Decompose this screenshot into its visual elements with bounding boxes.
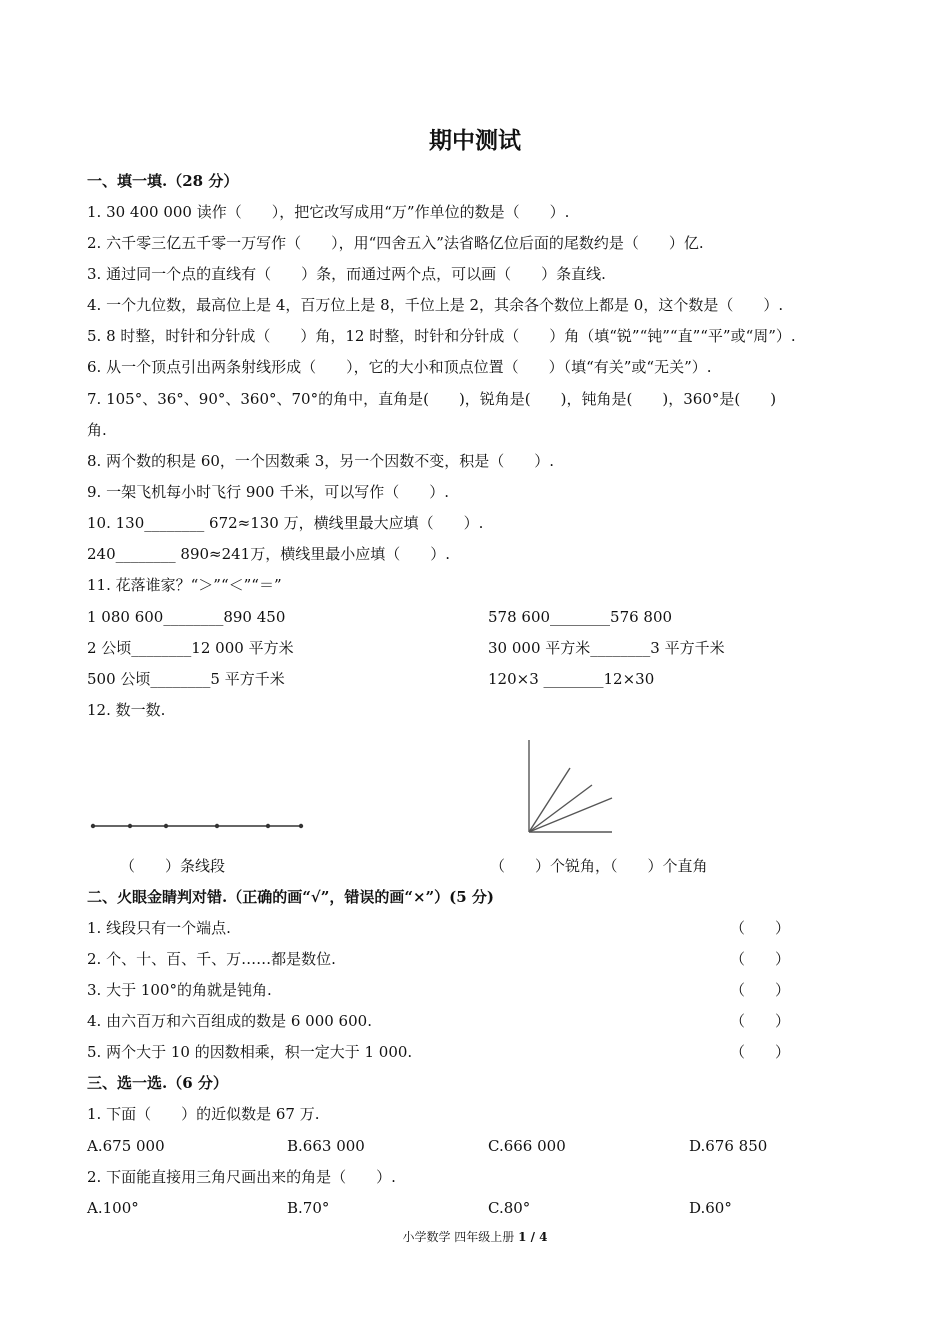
question-1-11: 11. 花落谁家？“＞”“＜”“＝”	[87, 576, 282, 594]
line-segments-figure	[88, 818, 308, 834]
question-1-2: 2. 六千零三亿五千零一万写作（ ），用“四舍五入”法省略亿位后面的尾数约是（ ）亿.	[87, 234, 704, 252]
compare-item: 2 公顷________12 000 平方米	[87, 639, 294, 657]
answer-paren: （ ）	[730, 950, 791, 968]
compare-item: 500 公顷________5 平方千米	[87, 670, 285, 688]
compare-item: 30 000 平方米________3 平方千米	[488, 639, 725, 657]
page-footer	[0, 1229, 950, 1245]
question-1-5: 5. 8 时整，时针和分针成（ ）角，12 时整，时针和分针成（ ）角（填“锐”“钝”“直”“平”或“周”）.	[87, 327, 796, 345]
choice-option-b: B.663 000	[287, 1137, 365, 1155]
choice-question-2: 2. 下面能直接用三角尺画出来的角是（ ）.	[87, 1168, 396, 1186]
compare-item: 578 600________576 800	[488, 608, 673, 626]
footer-text: 小学数学 四年级上册	[402, 1230, 519, 1244]
choice-option-a: A.675 000	[87, 1137, 165, 1155]
question-1-8: 8. 两个数的积是 60，一个因数乘 3，另一个因数不变，积是（ ）.	[87, 452, 555, 470]
answer-paren: （ ）	[730, 1012, 791, 1030]
compare-item: 120×3 ________12×30	[488, 670, 655, 688]
answer-paren: （ ）	[730, 981, 791, 999]
question-1-1: 1. 30 400 000 读作（ ），把它改写成用“万”作单位的数是（ ）.	[87, 203, 570, 221]
question-1-3: 3. 通过同一个点的直线有（ ）条，而通过两个点，可以画（ ）条直线.	[87, 265, 606, 283]
answer-paren: （ ）	[730, 1043, 791, 1061]
choice-option-d: D.676 850	[689, 1137, 768, 1155]
choice-option-b: B.70°	[287, 1199, 330, 1217]
question-1-4: 4. 一个九位数，最高位上是 4，百万位上是 8，千位上是 2，其余各个数位上都是 0，这个数是（ ）.	[87, 296, 784, 314]
judge-item: 4. 由六百万和六百组成的数是 6 000 600.	[87, 1012, 372, 1030]
question-1-6: 6. 从一个顶点引出两条射线形成（ ），它的大小和顶点位置（ ）（填“有关”或“无关”）.	[87, 358, 712, 376]
question-1-7: 7. 105°、36°、90°、360°、70°的角中，直角是( )，锐角是( )，钝角是( )，360°是( )	[87, 390, 777, 408]
segment-count-label: （ ）条线段	[120, 857, 226, 875]
angle-count-label: （ ）个锐角，（ ）个直角	[490, 857, 708, 875]
angles-figure	[520, 735, 620, 835]
choice-option-c: C.80°	[488, 1199, 531, 1217]
judge-item: 1. 线段只有一个端点.	[87, 919, 231, 937]
choice-option-d: D.60°	[689, 1199, 732, 1217]
page-title: 期中测试	[429, 127, 521, 154]
choice-option-c: C.666 000	[488, 1137, 566, 1155]
question-1-9: 9. 一架飞机每小时飞行 900 千米，可以写作（ ）.	[87, 483, 450, 501]
judge-item: 5. 两个大于 10 的因数相乘，积一定大于 1 000.	[87, 1043, 413, 1061]
judge-item: 3. 大于 100°的角就是钝角.	[87, 981, 272, 999]
question-1-7-cont: 角.	[87, 421, 107, 439]
question-1-12: 12. 数一数.	[87, 701, 166, 719]
choice-question-1: 1. 下面（ ）的近似数是 67 万.	[87, 1105, 320, 1123]
question-1-10: 10. 130________ 672≈130 万，横线里最大应填（ ）.	[87, 514, 484, 532]
judge-item: 2. 个、十、百、千、万……都是数位.	[87, 950, 336, 968]
question-1-10-cont: 240________ 890≈241万，横线里最小应填（ ）.	[87, 545, 450, 563]
section-2-heading: 二、火眼金睛判对错.（正确的画“√”，错误的画“×”）(5 分)	[87, 888, 495, 906]
answer-paren: （ ）	[730, 919, 791, 937]
section-1-heading: 一、填一填.（28 分）	[87, 172, 239, 190]
section-3-heading: 三、选一选.（6 分）	[87, 1074, 228, 1092]
choice-option-a: A.100°	[87, 1199, 139, 1217]
page-number: 1 / 4	[518, 1230, 548, 1244]
compare-item: 1 080 600________890 450	[87, 608, 286, 626]
